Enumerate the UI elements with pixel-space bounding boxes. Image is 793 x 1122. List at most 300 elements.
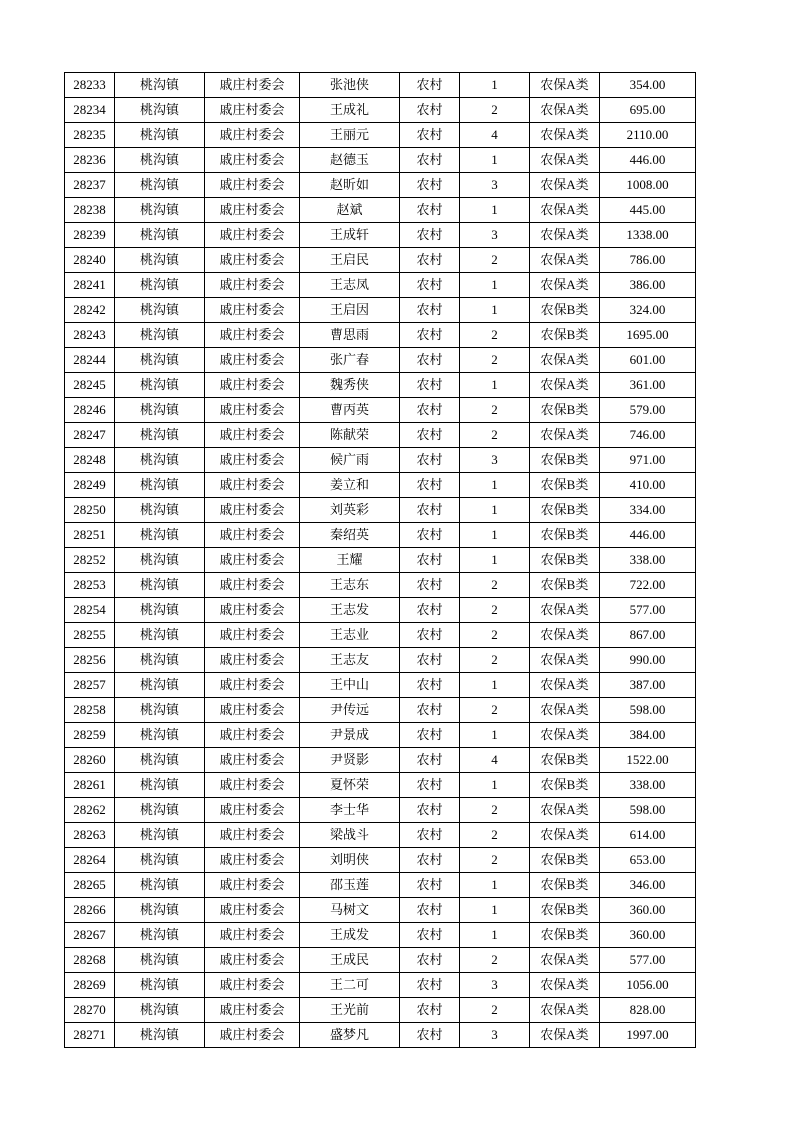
table-row [65, 548, 696, 573]
table-row [65, 198, 696, 223]
cell-serial-number: 28268 [65, 948, 115, 973]
cell-person-name: 张广春 [300, 348, 400, 373]
table-row [65, 948, 696, 973]
cell-residence-type: 农村 [400, 748, 460, 773]
cell-person-count: 1 [460, 723, 530, 748]
cell-village-committee: 戚庄村委会 [205, 773, 300, 798]
cell-residence-type: 农村 [400, 323, 460, 348]
cell-person-name: 刘明侠 [300, 848, 400, 873]
cell-village-committee: 戚庄村委会 [205, 323, 300, 348]
cell-serial-number: 28252 [65, 548, 115, 573]
cell-person-count: 3 [460, 223, 530, 248]
cell-village-committee: 戚庄村委会 [205, 423, 300, 448]
cell-residence-type: 农村 [400, 873, 460, 898]
cell-person-count: 2 [460, 648, 530, 673]
cell-town: 桃沟镇 [115, 648, 205, 673]
cell-amount: 346.00 [600, 873, 696, 898]
cell-person-name: 王志东 [300, 573, 400, 598]
cell-insurance-category: 农保A类 [530, 423, 600, 448]
cell-town: 桃沟镇 [115, 473, 205, 498]
cell-town: 桃沟镇 [115, 848, 205, 873]
cell-village-committee: 戚庄村委会 [205, 998, 300, 1023]
cell-village-committee: 戚庄村委会 [205, 923, 300, 948]
cell-town: 桃沟镇 [115, 1023, 205, 1048]
cell-insurance-category: 农保A类 [530, 198, 600, 223]
cell-residence-type: 农村 [400, 648, 460, 673]
cell-person-count: 3 [460, 173, 530, 198]
cell-village-committee: 戚庄村委会 [205, 548, 300, 573]
cell-village-committee: 戚庄村委会 [205, 448, 300, 473]
cell-serial-number: 28251 [65, 523, 115, 548]
cell-town: 桃沟镇 [115, 73, 205, 98]
cell-person-name: 赵昕如 [300, 173, 400, 198]
cell-amount: 445.00 [600, 198, 696, 223]
cell-village-committee: 戚庄村委会 [205, 948, 300, 973]
cell-person-name: 王成发 [300, 923, 400, 948]
cell-person-name: 李士华 [300, 798, 400, 823]
cell-person-count: 2 [460, 848, 530, 873]
cell-amount: 446.00 [600, 523, 696, 548]
cell-village-committee: 戚庄村委会 [205, 848, 300, 873]
table-row [65, 298, 696, 323]
table-row [65, 373, 696, 398]
table-row [65, 823, 696, 848]
table-row [65, 248, 696, 273]
cell-residence-type: 农村 [400, 698, 460, 723]
cell-person-count: 1 [460, 898, 530, 923]
cell-amount: 598.00 [600, 698, 696, 723]
cell-serial-number: 28242 [65, 298, 115, 323]
cell-town: 桃沟镇 [115, 948, 205, 973]
table-row [65, 898, 696, 923]
cell-person-count: 2 [460, 998, 530, 1023]
cell-amount: 1695.00 [600, 323, 696, 348]
cell-person-name: 尹贤影 [300, 748, 400, 773]
cell-town: 桃沟镇 [115, 298, 205, 323]
cell-person-count: 2 [460, 323, 530, 348]
cell-serial-number: 28254 [65, 598, 115, 623]
cell-residence-type: 农村 [400, 223, 460, 248]
cell-insurance-category: 农保A类 [530, 673, 600, 698]
cell-amount: 971.00 [600, 448, 696, 473]
cell-amount: 601.00 [600, 348, 696, 373]
cell-insurance-category: 农保A类 [530, 98, 600, 123]
cell-village-committee: 戚庄村委会 [205, 398, 300, 423]
cell-person-count: 1 [460, 148, 530, 173]
cell-insurance-category: 农保A类 [530, 373, 600, 398]
cell-town: 桃沟镇 [115, 323, 205, 348]
cell-insurance-category: 农保B类 [530, 498, 600, 523]
cell-amount: 386.00 [600, 273, 696, 298]
cell-person-name: 曹丙英 [300, 398, 400, 423]
cell-amount: 1997.00 [600, 1023, 696, 1048]
cell-person-name: 王志友 [300, 648, 400, 673]
cell-residence-type: 农村 [400, 448, 460, 473]
cell-town: 桃沟镇 [115, 98, 205, 123]
table-row [65, 998, 696, 1023]
cell-person-name: 候广雨 [300, 448, 400, 473]
cell-town: 桃沟镇 [115, 623, 205, 648]
cell-village-committee: 戚庄村委会 [205, 173, 300, 198]
cell-village-committee: 戚庄村委会 [205, 248, 300, 273]
cell-person-count: 2 [460, 98, 530, 123]
cell-residence-type: 农村 [400, 848, 460, 873]
cell-serial-number: 28249 [65, 473, 115, 498]
cell-amount: 786.00 [600, 248, 696, 273]
cell-person-name: 王耀 [300, 548, 400, 573]
cell-person-count: 3 [460, 973, 530, 998]
cell-village-committee: 戚庄村委会 [205, 98, 300, 123]
cell-person-count: 2 [460, 348, 530, 373]
cell-serial-number: 28258 [65, 698, 115, 723]
cell-town: 桃沟镇 [115, 223, 205, 248]
cell-person-count: 1 [460, 273, 530, 298]
cell-person-name: 刘英彩 [300, 498, 400, 523]
cell-person-count: 4 [460, 123, 530, 148]
cell-village-committee: 戚庄村委会 [205, 348, 300, 373]
cell-residence-type: 农村 [400, 273, 460, 298]
cell-village-committee: 戚庄村委会 [205, 748, 300, 773]
cell-town: 桃沟镇 [115, 898, 205, 923]
cell-serial-number: 28246 [65, 398, 115, 423]
table-row [65, 773, 696, 798]
cell-person-name: 王丽元 [300, 123, 400, 148]
cell-town: 桃沟镇 [115, 348, 205, 373]
cell-person-name: 邵玉莲 [300, 873, 400, 898]
table-row [65, 448, 696, 473]
cell-serial-number: 28264 [65, 848, 115, 873]
cell-village-committee: 戚庄村委会 [205, 473, 300, 498]
cell-village-committee: 戚庄村委会 [205, 148, 300, 173]
cell-serial-number: 28256 [65, 648, 115, 673]
cell-serial-number: 28244 [65, 348, 115, 373]
cell-town: 桃沟镇 [115, 923, 205, 948]
cell-residence-type: 农村 [400, 623, 460, 648]
cell-person-count: 1 [460, 498, 530, 523]
cell-village-committee: 戚庄村委会 [205, 1023, 300, 1048]
table-row [65, 398, 696, 423]
cell-insurance-category: 农保A类 [530, 798, 600, 823]
cell-person-name: 尹传远 [300, 698, 400, 723]
cell-person-name: 王光前 [300, 998, 400, 1023]
cell-insurance-category: 农保A类 [530, 73, 600, 98]
cell-village-committee: 戚庄村委会 [205, 523, 300, 548]
cell-residence-type: 农村 [400, 98, 460, 123]
cell-insurance-category: 农保B类 [530, 298, 600, 323]
table-row [65, 523, 696, 548]
cell-residence-type: 农村 [400, 498, 460, 523]
cell-town: 桃沟镇 [115, 373, 205, 398]
cell-serial-number: 28260 [65, 748, 115, 773]
table-row [65, 873, 696, 898]
table-row [65, 323, 696, 348]
cell-insurance-category: 农保A类 [530, 648, 600, 673]
cell-person-count: 3 [460, 448, 530, 473]
cell-amount: 338.00 [600, 773, 696, 798]
cell-serial-number: 28270 [65, 998, 115, 1023]
cell-amount: 361.00 [600, 373, 696, 398]
cell-insurance-category: 农保A类 [530, 973, 600, 998]
cell-person-count: 2 [460, 798, 530, 823]
cell-town: 桃沟镇 [115, 498, 205, 523]
cell-residence-type: 农村 [400, 998, 460, 1023]
cell-town: 桃沟镇 [115, 748, 205, 773]
cell-insurance-category: 农保A类 [530, 173, 600, 198]
cell-serial-number: 28236 [65, 148, 115, 173]
cell-village-committee: 戚庄村委会 [205, 623, 300, 648]
cell-residence-type: 农村 [400, 398, 460, 423]
cell-town: 桃沟镇 [115, 198, 205, 223]
cell-village-committee: 戚庄村委会 [205, 73, 300, 98]
cell-serial-number: 28240 [65, 248, 115, 273]
cell-person-count: 2 [460, 698, 530, 723]
cell-residence-type: 农村 [400, 973, 460, 998]
cell-person-count: 1 [460, 198, 530, 223]
cell-insurance-category: 农保A类 [530, 998, 600, 1023]
cell-person-name: 姜立和 [300, 473, 400, 498]
cell-person-name: 张池侠 [300, 73, 400, 98]
cell-town: 桃沟镇 [115, 123, 205, 148]
cell-person-count: 4 [460, 748, 530, 773]
cell-town: 桃沟镇 [115, 773, 205, 798]
table-row [65, 798, 696, 823]
cell-amount: 384.00 [600, 723, 696, 748]
cell-insurance-category: 农保A类 [530, 723, 600, 748]
cell-serial-number: 28257 [65, 673, 115, 698]
cell-serial-number: 28237 [65, 173, 115, 198]
cell-town: 桃沟镇 [115, 573, 205, 598]
table-row [65, 273, 696, 298]
cell-person-count: 2 [460, 423, 530, 448]
cell-town: 桃沟镇 [115, 248, 205, 273]
cell-amount: 722.00 [600, 573, 696, 598]
cell-person-name: 陈献荣 [300, 423, 400, 448]
cell-amount: 577.00 [600, 598, 696, 623]
cell-residence-type: 农村 [400, 798, 460, 823]
cell-insurance-category: 农保B类 [530, 548, 600, 573]
cell-person-count: 1 [460, 473, 530, 498]
cell-amount: 598.00 [600, 798, 696, 823]
cell-person-name: 王志发 [300, 598, 400, 623]
cell-amount: 577.00 [600, 948, 696, 973]
cell-serial-number: 28265 [65, 873, 115, 898]
cell-amount: 1338.00 [600, 223, 696, 248]
table-row [65, 498, 696, 523]
cell-amount: 360.00 [600, 898, 696, 923]
cell-village-committee: 戚庄村委会 [205, 498, 300, 523]
cell-person-name: 尹景成 [300, 723, 400, 748]
cell-serial-number: 28235 [65, 123, 115, 148]
cell-insurance-category: 农保B类 [530, 748, 600, 773]
cell-insurance-category: 农保A类 [530, 223, 600, 248]
cell-town: 桃沟镇 [115, 548, 205, 573]
cell-town: 桃沟镇 [115, 273, 205, 298]
cell-person-count: 1 [460, 873, 530, 898]
table-row [65, 723, 696, 748]
cell-residence-type: 农村 [400, 723, 460, 748]
cell-amount: 828.00 [600, 998, 696, 1023]
table-row [65, 598, 696, 623]
cell-person-name: 夏怀荣 [300, 773, 400, 798]
cell-serial-number: 28250 [65, 498, 115, 523]
cell-village-committee: 戚庄村委会 [205, 973, 300, 998]
cell-serial-number: 28247 [65, 423, 115, 448]
table-row [65, 573, 696, 598]
cell-residence-type: 农村 [400, 248, 460, 273]
cell-person-name: 赵斌 [300, 198, 400, 223]
cell-amount: 2110.00 [600, 123, 696, 148]
cell-person-count: 3 [460, 1023, 530, 1048]
cell-insurance-category: 农保B类 [530, 848, 600, 873]
cell-town: 桃沟镇 [115, 698, 205, 723]
cell-person-count: 1 [460, 373, 530, 398]
cell-residence-type: 农村 [400, 423, 460, 448]
cell-town: 桃沟镇 [115, 523, 205, 548]
cell-serial-number: 28238 [65, 198, 115, 223]
cell-village-committee: 戚庄村委会 [205, 823, 300, 848]
cell-person-count: 2 [460, 948, 530, 973]
cell-residence-type: 农村 [400, 948, 460, 973]
cell-amount: 446.00 [600, 148, 696, 173]
cell-serial-number: 28233 [65, 73, 115, 98]
cell-town: 桃沟镇 [115, 973, 205, 998]
cell-amount: 746.00 [600, 423, 696, 448]
table-row [65, 698, 696, 723]
cell-town: 桃沟镇 [115, 423, 205, 448]
cell-serial-number: 28259 [65, 723, 115, 748]
cell-person-name: 曹思雨 [300, 323, 400, 348]
cell-serial-number: 28263 [65, 823, 115, 848]
cell-residence-type: 农村 [400, 73, 460, 98]
table-row [65, 73, 696, 98]
cell-insurance-category: 农保B类 [530, 523, 600, 548]
cell-residence-type: 农村 [400, 673, 460, 698]
cell-insurance-category: 农保A类 [530, 948, 600, 973]
cell-residence-type: 农村 [400, 923, 460, 948]
cell-amount: 324.00 [600, 298, 696, 323]
cell-amount: 338.00 [600, 548, 696, 573]
cell-residence-type: 农村 [400, 823, 460, 848]
cell-serial-number: 28253 [65, 573, 115, 598]
cell-person-name: 王启民 [300, 248, 400, 273]
cell-serial-number: 28255 [65, 623, 115, 648]
cell-town: 桃沟镇 [115, 398, 205, 423]
cell-insurance-category: 农保A类 [530, 348, 600, 373]
cell-serial-number: 28262 [65, 798, 115, 823]
cell-person-name: 王成轩 [300, 223, 400, 248]
cell-person-name: 王中山 [300, 673, 400, 698]
cell-serial-number: 28239 [65, 223, 115, 248]
table-row [65, 648, 696, 673]
cell-residence-type: 农村 [400, 573, 460, 598]
cell-residence-type: 农村 [400, 773, 460, 798]
cell-insurance-category: 农保A类 [530, 698, 600, 723]
cell-insurance-category: 农保B类 [530, 473, 600, 498]
records-table [64, 72, 696, 1048]
cell-serial-number: 28271 [65, 1023, 115, 1048]
cell-residence-type: 农村 [400, 523, 460, 548]
cell-town: 桃沟镇 [115, 998, 205, 1023]
table-row [65, 748, 696, 773]
cell-village-committee: 戚庄村委会 [205, 223, 300, 248]
cell-serial-number: 28267 [65, 923, 115, 948]
cell-person-count: 2 [460, 248, 530, 273]
cell-person-name: 王二可 [300, 973, 400, 998]
records-table-body [65, 73, 696, 1048]
cell-insurance-category: 农保A类 [530, 598, 600, 623]
cell-amount: 653.00 [600, 848, 696, 873]
cell-insurance-category: 农保B类 [530, 573, 600, 598]
cell-amount: 579.00 [600, 398, 696, 423]
cell-village-committee: 戚庄村委会 [205, 298, 300, 323]
cell-serial-number: 28241 [65, 273, 115, 298]
cell-village-committee: 戚庄村委会 [205, 723, 300, 748]
cell-person-count: 2 [460, 623, 530, 648]
cell-insurance-category: 农保A类 [530, 148, 600, 173]
cell-person-count: 1 [460, 773, 530, 798]
cell-serial-number: 28243 [65, 323, 115, 348]
cell-residence-type: 农村 [400, 373, 460, 398]
cell-amount: 614.00 [600, 823, 696, 848]
table-row [65, 348, 696, 373]
cell-insurance-category: 农保B类 [530, 873, 600, 898]
cell-person-name: 赵德玉 [300, 148, 400, 173]
cell-town: 桃沟镇 [115, 798, 205, 823]
cell-village-committee: 戚庄村委会 [205, 873, 300, 898]
cell-residence-type: 农村 [400, 548, 460, 573]
cell-residence-type: 农村 [400, 348, 460, 373]
cell-serial-number: 28261 [65, 773, 115, 798]
cell-amount: 867.00 [600, 623, 696, 648]
cell-serial-number: 28266 [65, 898, 115, 923]
cell-person-name: 王志凤 [300, 273, 400, 298]
cell-insurance-category: 农保A类 [530, 123, 600, 148]
cell-insurance-category: 农保A类 [530, 248, 600, 273]
cell-person-name: 王志业 [300, 623, 400, 648]
cell-insurance-category: 农保A类 [530, 1023, 600, 1048]
cell-person-name: 秦绍英 [300, 523, 400, 548]
cell-amount: 1056.00 [600, 973, 696, 998]
table-row [65, 623, 696, 648]
cell-village-committee: 戚庄村委会 [205, 598, 300, 623]
cell-serial-number: 28234 [65, 98, 115, 123]
cell-insurance-category: 农保B类 [530, 448, 600, 473]
table-row [65, 148, 696, 173]
cell-amount: 360.00 [600, 923, 696, 948]
cell-residence-type: 农村 [400, 1023, 460, 1048]
cell-person-name: 王成礼 [300, 98, 400, 123]
cell-residence-type: 农村 [400, 298, 460, 323]
cell-serial-number: 28269 [65, 973, 115, 998]
cell-town: 桃沟镇 [115, 173, 205, 198]
cell-person-name: 盛梦凡 [300, 1023, 400, 1048]
table-row [65, 673, 696, 698]
cell-person-count: 1 [460, 523, 530, 548]
cell-village-committee: 戚庄村委会 [205, 198, 300, 223]
cell-person-count: 1 [460, 673, 530, 698]
cell-residence-type: 农村 [400, 898, 460, 923]
cell-amount: 695.00 [600, 98, 696, 123]
cell-person-name: 梁战斗 [300, 823, 400, 848]
cell-person-name: 魏秀侠 [300, 373, 400, 398]
cell-residence-type: 农村 [400, 598, 460, 623]
cell-person-count: 2 [460, 573, 530, 598]
cell-residence-type: 农村 [400, 148, 460, 173]
cell-residence-type: 农村 [400, 473, 460, 498]
cell-person-count: 2 [460, 823, 530, 848]
cell-serial-number: 28245 [65, 373, 115, 398]
cell-person-count: 2 [460, 398, 530, 423]
